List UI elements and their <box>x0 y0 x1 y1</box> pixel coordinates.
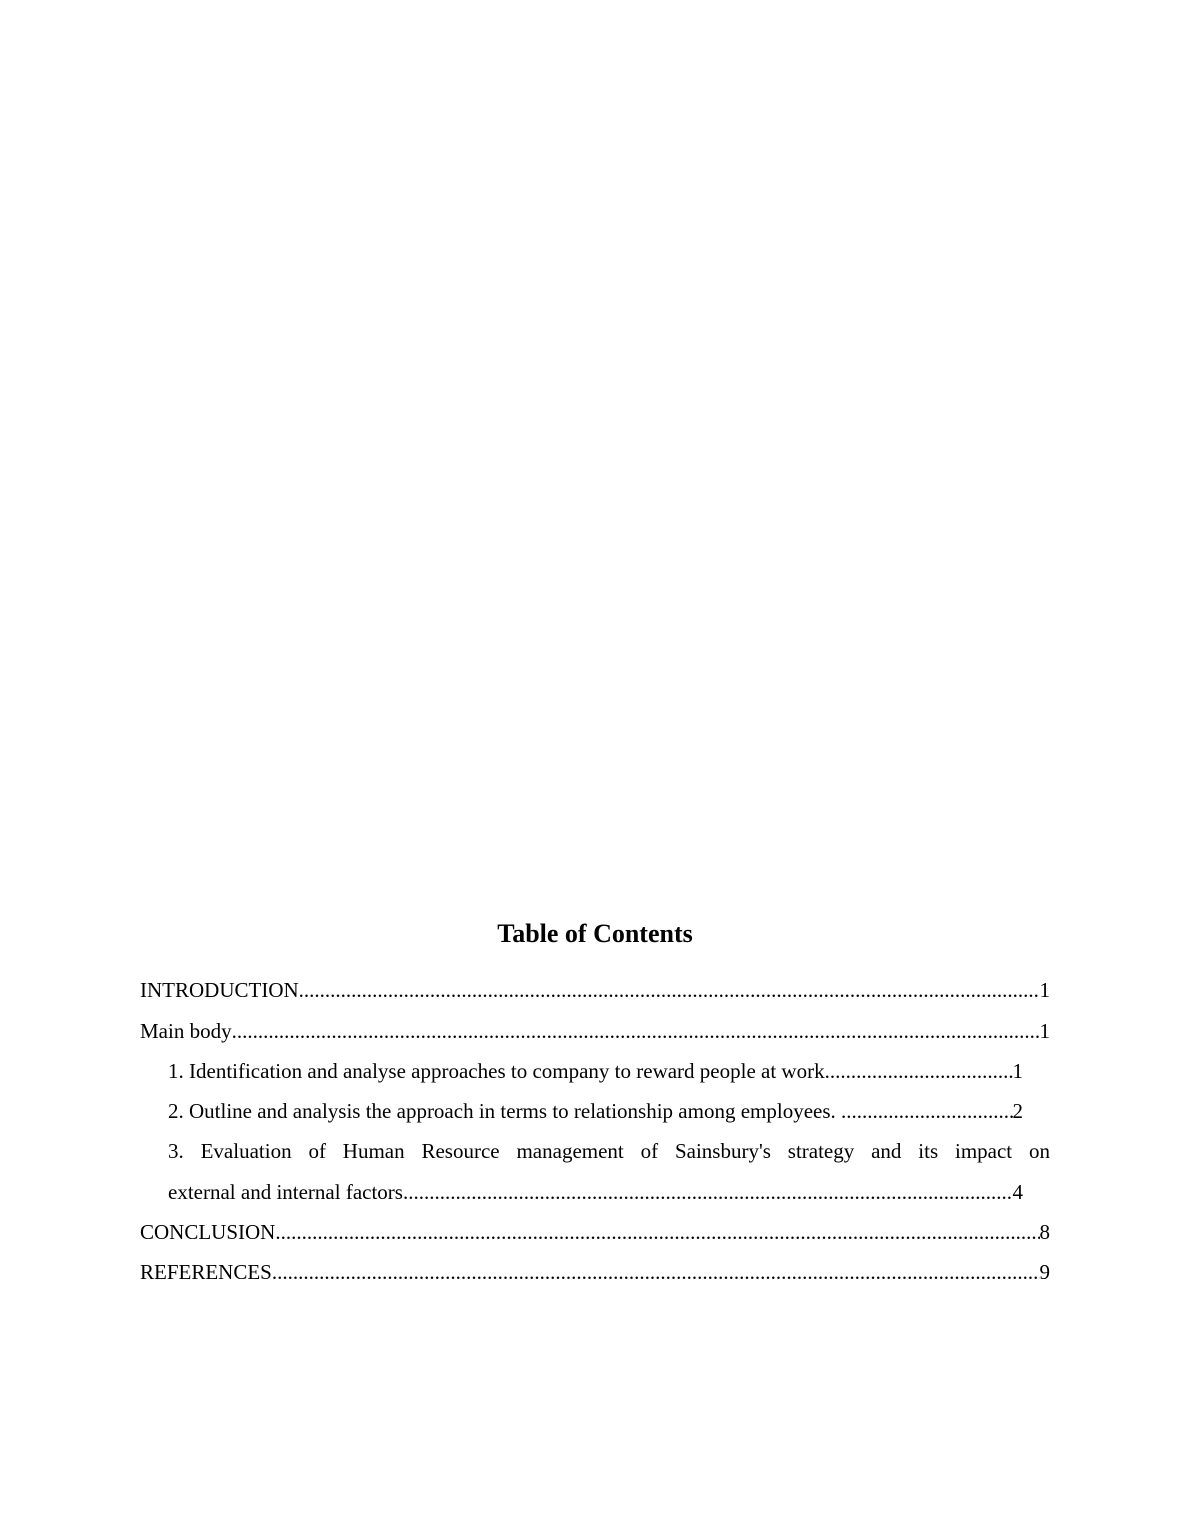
toc-entry-section-1[interactable] <box>168 1056 1023 1086</box>
toc-dot-leader <box>825 1056 1013 1086</box>
toc-page-number: 2 <box>1012 1099 1023 1123</box>
toc-dot-leader <box>299 975 1040 1005</box>
toc-entry-conclusion[interactable] <box>140 1217 1050 1247</box>
toc-page-number: 1 <box>1039 1019 1050 1043</box>
toc-entry-label: external and internal factors <box>168 1180 403 1204</box>
toc-page-number: 1 <box>1039 978 1050 1002</box>
toc-entry-references[interactable] <box>140 1257 1050 1287</box>
toc-entry-introduction[interactable] <box>140 975 1050 1005</box>
toc-entry-label: INTRODUCTION <box>140 978 299 1002</box>
toc-entry-section-3-line-1[interactable]: 3. Evaluation of Human Resource management of Sainsbury's strategy and its impact on <box>168 1139 1050 1163</box>
toc-entry-label: 1. Identification and analyse approaches to company to reward people at work <box>168 1059 825 1083</box>
toc-title: Table of Contents <box>497 919 693 948</box>
toc-entry-label: CONCLUSION <box>140 1220 276 1244</box>
toc-dot-leader <box>232 1016 1040 1046</box>
toc-entry-label: Main body <box>140 1019 232 1043</box>
toc-page-number: 8 <box>1039 1220 1050 1244</box>
toc-entry-section-2[interactable] <box>168 1096 1023 1126</box>
toc-entry-section-3-line-2[interactable] <box>168 1177 1023 1207</box>
toc-dot-leader <box>841 1096 1012 1126</box>
toc-dot-leader <box>403 1177 1013 1207</box>
toc-page-number: 9 <box>1039 1260 1050 1284</box>
toc-dot-leader <box>272 1257 1040 1287</box>
toc-page-number: 4 <box>1012 1180 1023 1204</box>
toc-dot-leader <box>275 1217 1039 1247</box>
toc-entry-label: REFERENCES <box>140 1260 272 1284</box>
toc-entry-main-body[interactable] <box>140 1016 1050 1046</box>
toc-page-number: 1 <box>1012 1059 1023 1083</box>
toc-entry-label: 2. Outline and analysis the approach in terms to relationship among employees. <box>168 1099 842 1123</box>
